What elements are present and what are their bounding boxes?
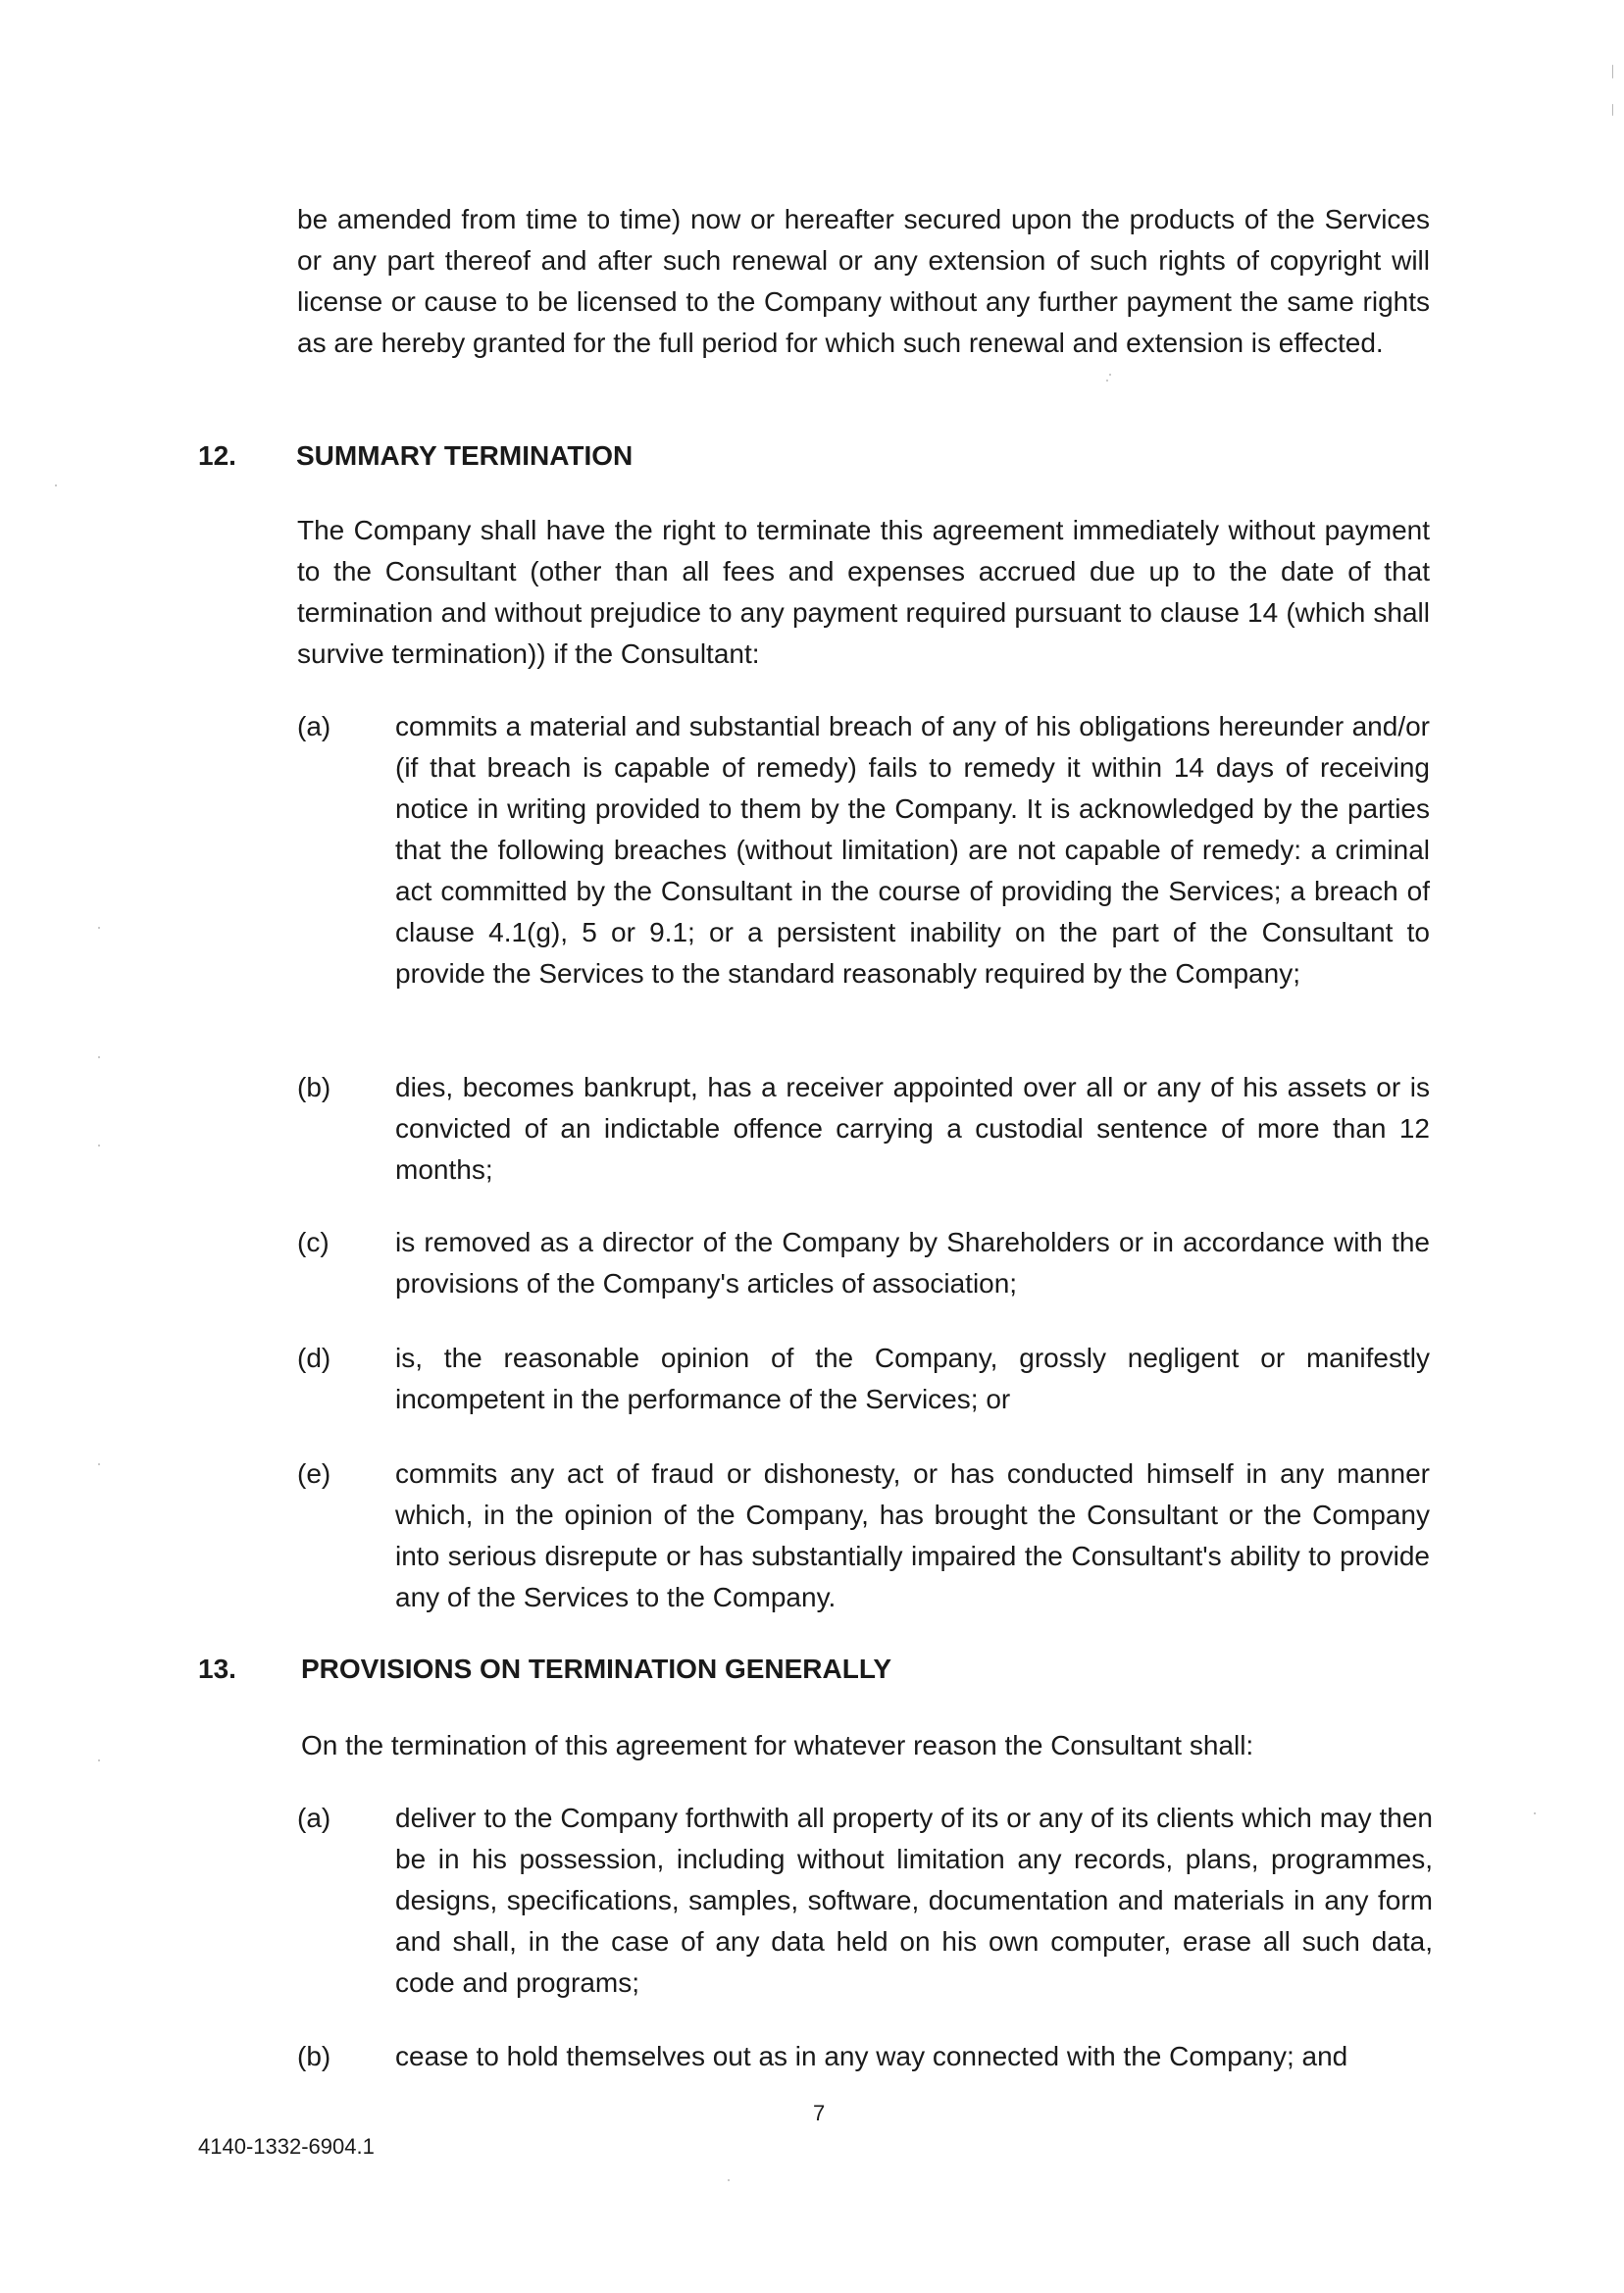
scan-speck — [98, 1056, 100, 1058]
item-text: commits any act of fraud or dishonesty, or has conducted himself in any manner which, in the opinion of the Company, has brought the Consultant or the Company into serious disrepute or has substantially impaired the Consultant's ability to provide any of the Services to the Company. — [395, 1458, 1430, 1612]
item-text: deliver to the Company forthwith all property of its or any of its clients which may then be in his possession, including without limitation any records, plans, programmes, designs, specifications, samples, software, documentation and materials in any form and shall, in the case of any data held on his own computer, erase all such data, code and programs; — [395, 1803, 1433, 1998]
scan-speck — [98, 927, 100, 929]
item-label: (b) — [297, 2041, 331, 2071]
item-label: (a) — [297, 711, 331, 741]
scan-speck — [98, 1463, 100, 1465]
section-13-item-a — [297, 1798, 1433, 2004]
item-label: (b) — [297, 1072, 331, 1102]
item-text: commits a material and substantial breach of any of his obligations hereunder and/or (if that breach is capable of remedy) fails to remedy it within 14 days of receiving notice in writing provided to them by the Company. It is acknowledged by the parties that the following breaches (without limitation) are not capable of remedy: a criminal act committed by the Consultant in the course of providing the Services; a breach of clause 4.1(g), 5 or 9.1; or a persistent inability on the part of the Consultant to provide the Services to the standard reasonably required by the Company; — [395, 711, 1430, 989]
section-13-lead: On the termination of this agreement for whatever reason the Consultant shall: — [301, 1730, 1254, 1760]
document-reference: 4140-1332-6904.1 — [198, 2134, 375, 2159]
section-12-heading — [198, 435, 1375, 477]
section-12-item-d — [297, 1338, 1430, 1426]
section-12-item-b — [297, 1067, 1430, 1195]
section-13-item-b — [297, 2036, 1433, 2081]
section-13-title: PROVISIONS ON TERMINATION GENERALLY — [301, 1654, 892, 1684]
section-13-number: 13. — [198, 1654, 236, 1684]
section-13-heading — [198, 1649, 1375, 1690]
scan-speck — [1612, 104, 1613, 116]
section-12-item-a — [297, 706, 1430, 1040]
scan-speck — [728, 2179, 730, 2181]
item-label: (e) — [297, 1458, 331, 1489]
page-number: 7 — [813, 2101, 826, 2125]
intro-paragraph: be amended from time to time) now or hereafter secured upon the products of the Services or any part thereof and after such renewal or any extension of such rights of copyright will license or cause to be licensed to the Company without any further payment the same rights as are hereby granted for the full period for which such renewal and extension is effected. — [297, 204, 1430, 358]
section-12-title: SUMMARY TERMINATION — [296, 440, 634, 471]
item-text: is removed as a director of the Company by Shareholders or in accordance with the provisions of the Company's articles of association; — [395, 1227, 1430, 1299]
item-text: dies, becomes bankrupt, has a receiver appointed over all or any of his assets or is convicted of an indictable offence carrying a custodial sentence of more than 12 months; — [395, 1072, 1430, 1185]
scan-speck — [55, 484, 57, 486]
section-12-lead: The Company shall have the right to terminate this agreement immediately without payment to the Consultant (other than all fees and expenses accrued due up to the date of that termination and without prejudice to any payment required pursuant to clause 14 (which shall survive termination)) if the Consultant: — [297, 515, 1430, 669]
scan-speck — [1109, 374, 1111, 376]
item-label: (d) — [297, 1343, 331, 1373]
item-text: is, the reasonable opinion of the Company, grossly negligent or manifestly incompetent in the performance of the Services; or — [395, 1343, 1430, 1414]
item-text: cease to hold themselves out as in any way connected with the Company; and — [395, 2041, 1348, 2071]
scan-speck — [1534, 1812, 1536, 1814]
item-label: (a) — [297, 1803, 331, 1833]
section-12-item-c — [297, 1222, 1430, 1310]
item-label: (c) — [297, 1227, 330, 1257]
section-12-item-e — [297, 1453, 1430, 1620]
scan-speck — [98, 1759, 100, 1761]
section-12-number: 12. — [198, 440, 236, 471]
scan-speck — [98, 1145, 100, 1146]
scan-speck — [1612, 65, 1613, 78]
scan-speck — [1106, 380, 1108, 382]
